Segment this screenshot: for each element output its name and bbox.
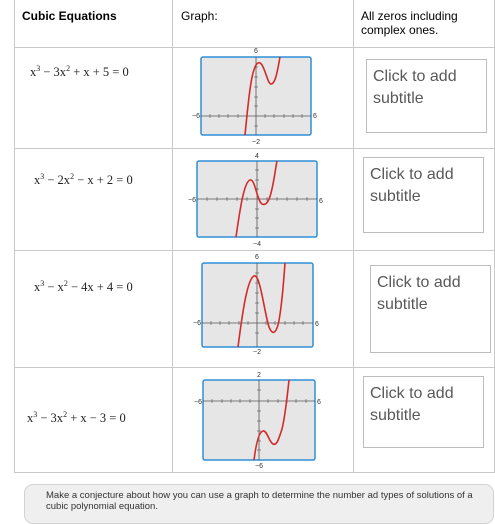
subtitle-placeholder-row-2[interactable]: Click to add subtitle (363, 157, 484, 233)
row-divider (14, 367, 495, 368)
table-border-col2 (172, 0, 173, 473)
equation-row-3: $x^3 - x^2 - 4x + 4 = 0$ (34, 279, 133, 294)
x-min-label: −6 (192, 113, 200, 120)
header-cubic-equations: Cubic Equations (22, 9, 117, 23)
x-max-label: 6 (313, 113, 317, 120)
x-min-label: −6 (188, 197, 196, 204)
equation-row-2: $x^3 - 2x^2 - x + 2 = 0$ (34, 172, 133, 187)
y-min-label: −2 (253, 349, 261, 356)
table-border-left (14, 0, 15, 473)
header-graph: Graph: (181, 9, 218, 23)
header-all-zeros: All zeros including complex ones. (361, 9, 458, 37)
y-min-label: −6 (255, 463, 263, 470)
x-max-label: 6 (315, 321, 319, 328)
subtitle-placeholder-row-4[interactable]: Click to add subtitle (363, 376, 484, 448)
y-max-label: 2 (257, 372, 261, 379)
equation-row-4: $x^3 - 3x^2 + x - 3 = 0$ (27, 410, 126, 425)
subtitle-placeholder-row-3[interactable]: Click to add subtitle (370, 265, 491, 353)
x-max-label: 6 (319, 198, 323, 205)
table-border-col3 (353, 0, 354, 473)
y-max-label: 4 (255, 153, 259, 160)
equation-row-1: $x^3 - 3x^2 + x + 5 = 0$ (30, 64, 129, 79)
y-max-label: 6 (254, 48, 258, 55)
graph-row-1 (188, 46, 328, 148)
conjecture-note: Make a conjecture about how you can use a graph to determine the number ad types of solutions of a cubic polynomial equation. (24, 484, 494, 524)
y-min-label: −4 (253, 241, 261, 248)
subtitle-placeholder-row-1[interactable]: Click to add subtitle (366, 59, 487, 133)
x-min-label: −6 (194, 399, 202, 406)
graph-frame (202, 263, 313, 347)
y-min-label: −2 (252, 139, 260, 146)
y-max-label: 6 (255, 254, 259, 261)
graph-row-2 (183, 149, 333, 249)
x-min-label: −6 (193, 320, 201, 327)
graph-row-3 (188, 251, 330, 357)
graph-row-4 (188, 369, 330, 471)
row-divider (14, 472, 495, 473)
x-max-label: 6 (317, 399, 321, 406)
